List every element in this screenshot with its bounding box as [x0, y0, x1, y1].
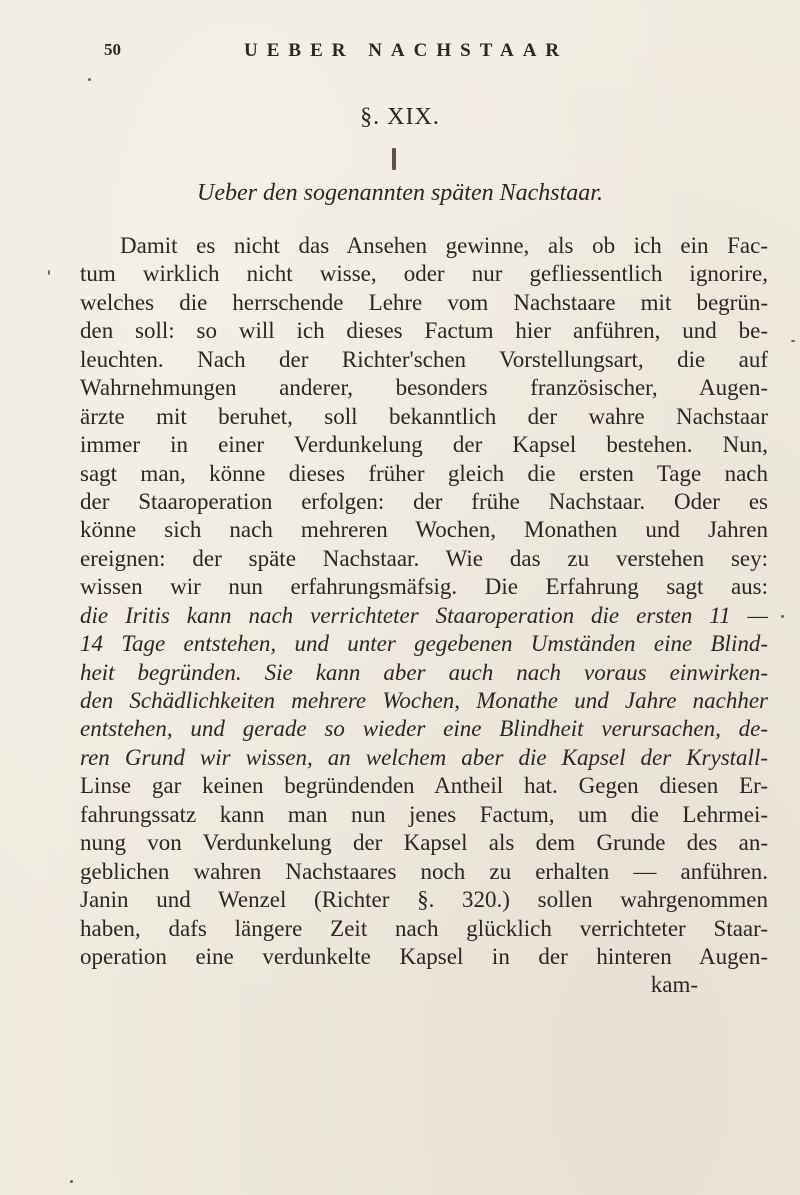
running-head: UEBER NACHSTAAR: [244, 40, 569, 61]
text-line: geblichen wahren Nachstaares noch zu erhalten — anführen.: [80, 858, 768, 884]
text-line: ereignen: der späte Nachstaar. Wie das zu verstehen sey:: [80, 545, 768, 571]
text-line: Linse gar keinen begründenden Antheil hat. Gegen diesen Er-: [80, 773, 768, 799]
text-line: fahrungssatz kann man nun jenes Factum, um die Lehrmei-: [80, 801, 768, 827]
text-line: tum wirklich nicht wisse, oder nur gefliessentlich ignorire,: [80, 261, 768, 287]
text-line: den soll: so will ich dieses Factum hier anführen, und be-: [80, 318, 768, 344]
text-line: 14 Tage entstehen, und unter gegebenen Umständen eine Blind-: [80, 631, 768, 657]
text-line: Janin und Wenzel (Richter §. 320.) sollen wahrgenommen: [80, 887, 768, 913]
ink-speck: [70, 1180, 73, 1183]
text-line: ren Grund wir wissen, an welchem aber die Kapsel der Krystall-: [80, 744, 768, 770]
body-text: [80, 232, 768, 1000]
page-number: 50: [104, 40, 121, 59]
text-line: ärzte mit beruhet, soll bekanntlich der wahre Nachstaar: [80, 403, 768, 429]
text-line: die Iritis kann nach verrichteter Staaroperation die ersten 11 —: [80, 602, 768, 628]
text-line: operation eine verdunkelte Kapsel in der hinteren Augen-: [80, 943, 768, 969]
text-line: welches die herrschende Lehre vom Nachstaare mit begrün-: [80, 289, 768, 315]
text-line: sagt man, könne dieses früher gleich die ersten Tage nach: [80, 460, 768, 486]
print-mark-icon: [392, 148, 396, 170]
text-line: immer in einer Verdunkelung der Kapsel bestehen. Nun,: [80, 432, 768, 458]
text-line: Damit es nicht das Ansehen gewinne, als ob ich ein Fac-: [120, 233, 768, 258]
text-line: der Staaroperation erfolgen: der frühe Nachstaar. Oder es: [80, 488, 768, 514]
text-line: wissen wir nun erfahrungsmäfsig. Die Erfahrung sagt aus:: [80, 574, 768, 600]
text-line: haben, dafs längere Zeit nach glücklich verrichteter Staar-: [80, 915, 768, 941]
section-heading: §. XIX.: [360, 104, 440, 130]
catchword: kam-: [650, 972, 698, 998]
page-header: [104, 40, 740, 66]
ink-speck: [48, 270, 50, 275]
text-line: leuchten. Nach der Richter'schen Vorstellungsart, die auf: [80, 346, 768, 372]
text-line: den Schädlichkeiten mehrere Wochen, Monathe und Jahre nachher: [80, 688, 768, 713]
text-line: nung von Verdunkelung der Kapsel als dem Grunde des an-: [80, 830, 768, 856]
text-line: Wahrnehmungen anderer, besonders französischer, Augen-: [80, 375, 768, 401]
text-line: heit begründen. Sie kann aber auch nach voraus einwirken-: [80, 659, 768, 685]
ink-speck: [781, 615, 784, 618]
ink-speck: [791, 340, 795, 342]
text-line: entstehen, und gerade so wieder eine Blindheit verursachen, de-: [80, 716, 768, 742]
text-line: könne sich nach mehreren Wochen, Monathen und Jahren: [80, 517, 768, 543]
section-subtitle: Ueber den sogenannten späten Nachstaar.: [197, 180, 603, 206]
ink-speck: [88, 78, 91, 81]
